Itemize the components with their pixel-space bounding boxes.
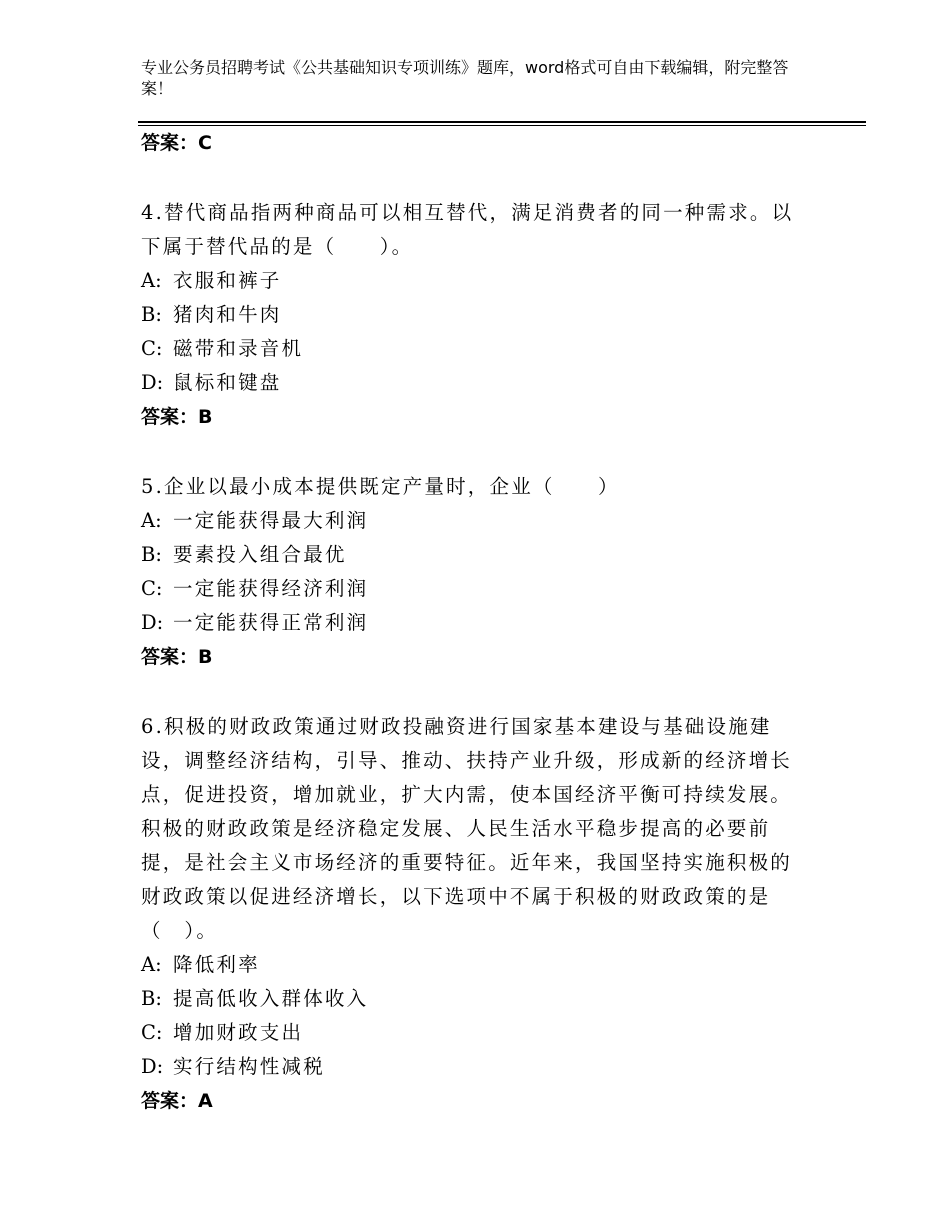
question-content [141, 126, 821, 1118]
option-key: A: [141, 509, 162, 532]
question-text: 5.企业以最小成本提供既定产量时，企业（ ） [141, 475, 620, 498]
header-rule-thick [138, 121, 866, 123]
option-d [141, 1050, 821, 1084]
option-key: B: [141, 987, 162, 1010]
option-key: A: [141, 269, 162, 292]
option-c [141, 1016, 821, 1050]
option-a [141, 504, 821, 538]
option-b [141, 538, 821, 572]
option-a [141, 264, 821, 298]
option-key: A: [141, 953, 162, 976]
option-b [141, 298, 821, 332]
option-text: 一定能获得最大利润 [173, 509, 369, 532]
option-d [141, 606, 821, 640]
question-text: 4.替代商品指两种商品可以相互替代，满足消费者的同一种需求。以下属于替代品的是（ ）。 [141, 201, 794, 258]
option-key: B: [141, 303, 162, 326]
option-key: D: [141, 371, 164, 394]
option-text: 实行结构性减税 [173, 1055, 325, 1078]
option-d [141, 366, 821, 400]
answer: 答案：A [141, 1090, 213, 1112]
option-text: 增加财政支出 [173, 1021, 304, 1044]
option-c [141, 332, 821, 366]
question-6 [141, 710, 821, 1118]
question-5 [141, 470, 821, 674]
page-header: 专业公务员招聘考试《公共基础知识专项训练》题库，word格式可自由下载编辑，附完整答案！ [141, 58, 789, 98]
option-text: 一定能获得经济利润 [173, 577, 369, 600]
previous-answer: 答案：C [141, 132, 212, 154]
option-key: C: [141, 577, 163, 600]
option-key: B: [141, 543, 162, 566]
option-text: 一定能获得正常利润 [173, 611, 369, 634]
option-text: 降低利率 [173, 953, 260, 976]
option-key: C: [141, 1021, 163, 1044]
option-key: D: [141, 1055, 164, 1078]
answer: 答案：B [141, 406, 213, 428]
option-text: 要素投入组合最优 [173, 543, 347, 566]
option-key: D: [141, 611, 164, 634]
option-text: 猪肉和牛肉 [173, 303, 282, 326]
option-text: 提高低收入群体收入 [173, 987, 369, 1010]
option-a [141, 948, 821, 982]
option-key: C: [141, 337, 163, 360]
question-text: 6.积极的财政政策通过财政投融资进行国家基本建设与基础设施建设，调整经济结构，引导、推动、扶持产业升级，形成新的经济增长点，促进投资，增加就业，扩大内需，使本国经济平衡可持续发展。积极的财政政策是经济稳定发展、人民生活水平稳步提高的必要前提，是社会主义市场经济的重要特征。近年来，我国坚持实施积极的财政政策以促进经济增长，以下选项中不属于积极的财政政策的是（ ）。 [141, 715, 793, 942]
option-text: 磁带和录音机 [173, 337, 304, 360]
option-text: 衣服和裤子 [173, 269, 282, 292]
option-b [141, 982, 821, 1016]
option-c [141, 572, 821, 606]
option-text: 鼠标和键盘 [173, 371, 282, 394]
answer: 答案：B [141, 646, 213, 668]
question-4 [141, 196, 821, 434]
